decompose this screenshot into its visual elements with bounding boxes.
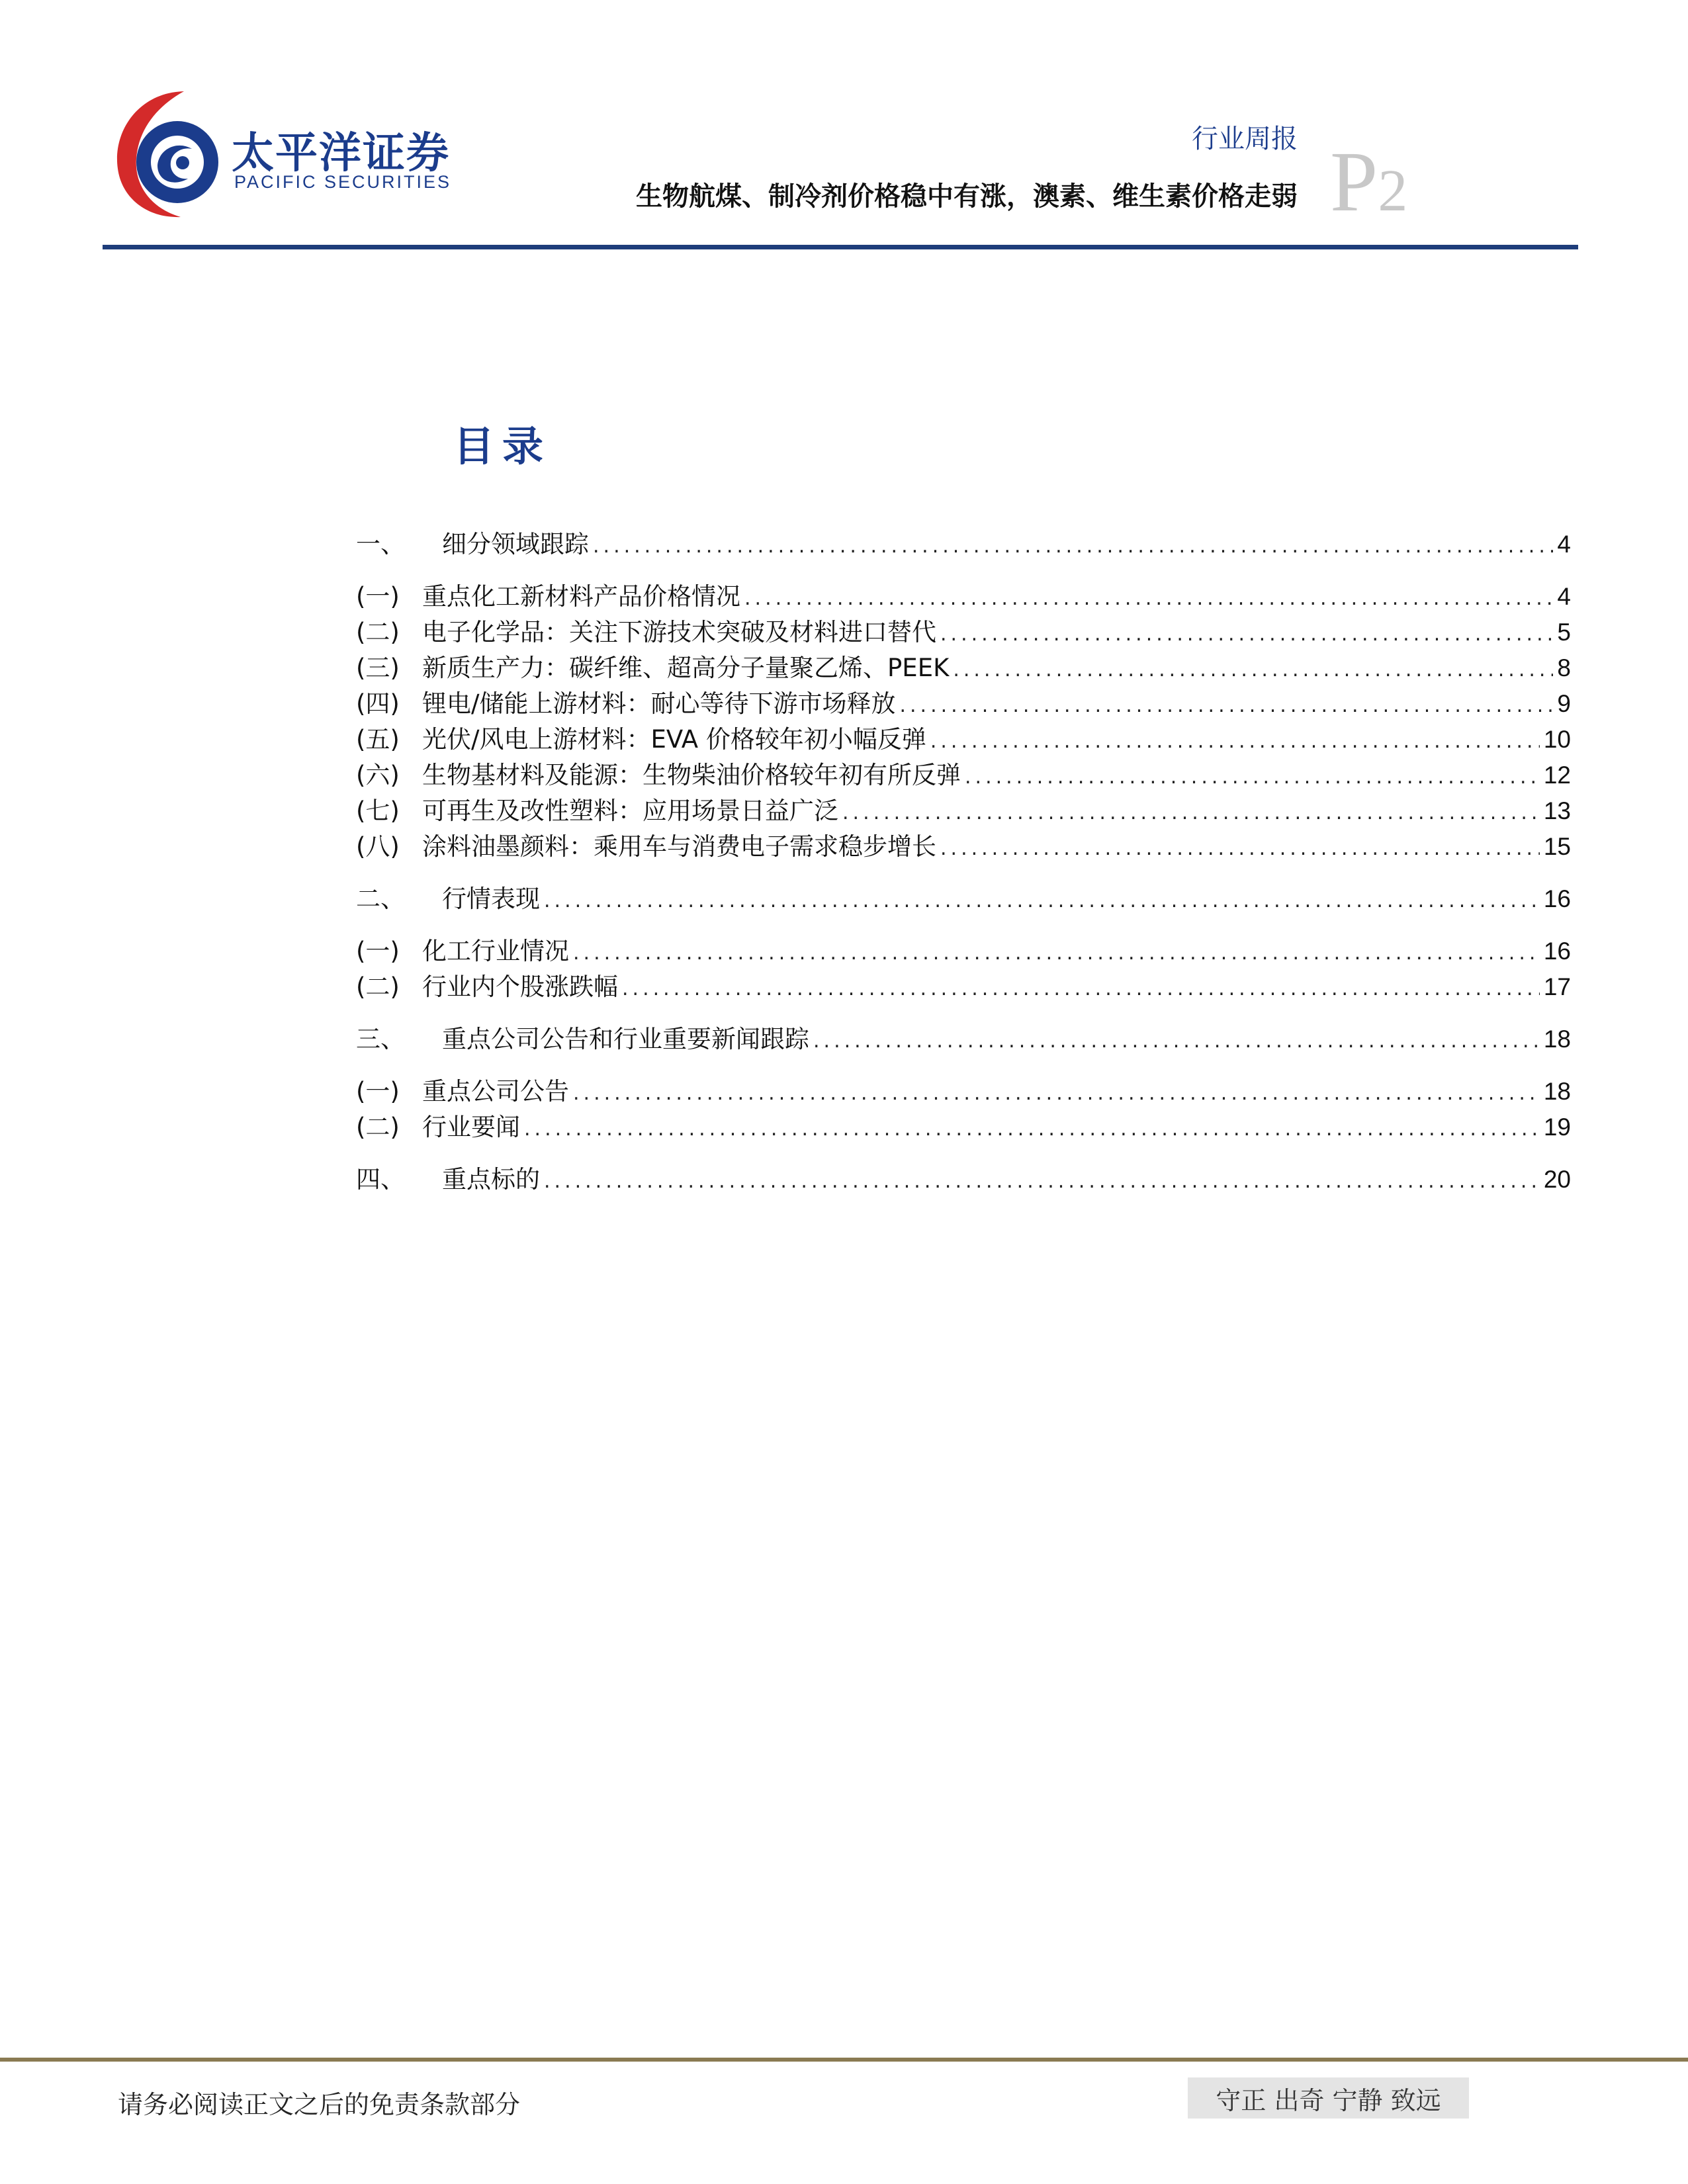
toc-entry[interactable] [356, 791, 1571, 825]
toc-entry-text: 可再生及改性塑料：应用场景日益广泛 [422, 797, 838, 825]
toc-entry-number: (一) [356, 1077, 400, 1106]
toc-entry[interactable] [356, 612, 1571, 646]
page-number-label [1330, 132, 1407, 232]
company-motto: 守正 出奇 宁静 致远 [1188, 2077, 1469, 2118]
toc-entry-page: 4 [1557, 583, 1571, 610]
toc-entry-text: 重点标的 [442, 1165, 540, 1194]
toc-leader-dots [930, 730, 1540, 753]
toc-entry-page: 20 [1543, 1166, 1571, 1193]
toc-entry-page: 17 [1543, 973, 1571, 1000]
toc-leader-dots [593, 535, 1553, 558]
toc-leader-dots [842, 801, 1540, 824]
toc-entry-number: 四、 [356, 1165, 405, 1194]
toc-entry[interactable] [356, 1019, 1571, 1053]
toc-entry-text: 生物基材料及能源：生物柴油价格较年初有所反弹 [422, 761, 961, 789]
toc-leader-dots [544, 889, 1540, 912]
toc-leader-dots [953, 658, 1553, 681]
toc-leader-dots [573, 1082, 1540, 1105]
toc-entry[interactable] [356, 1107, 1571, 1141]
toc-entry-page: 5 [1557, 619, 1571, 646]
toc-entry-page: 4 [1557, 531, 1571, 558]
toc-entry[interactable] [356, 826, 1571, 861]
toc-entry-number: (二) [356, 1113, 400, 1141]
toc-entry-number: (一) [356, 937, 400, 965]
page-letter: P [1330, 134, 1378, 230]
toc-leader-dots [744, 587, 1553, 610]
toc-entry-number: (七) [356, 797, 400, 825]
toc-entry-text: 电子化学品：关注下游技术突破及材料进口替代 [422, 618, 936, 646]
toc-entry-page: 10 [1543, 726, 1571, 753]
toc-entry[interactable] [356, 931, 1571, 965]
report-type: 行业周报 [1192, 124, 1298, 154]
toc-entry-text: 光伏/风电上游材料：EVA 价格较年初小幅反弹 [422, 725, 926, 754]
toc-entry-text: 锂电/储能上游材料：耐心等待下游市场释放 [422, 689, 896, 718]
toc-entry[interactable] [356, 879, 1571, 913]
toc-title: 目录 [453, 422, 552, 470]
header-divider [103, 245, 1578, 249]
toc-entry[interactable] [356, 719, 1571, 754]
toc-entry[interactable] [356, 1071, 1571, 1106]
toc-entry-page: 19 [1543, 1114, 1571, 1141]
toc-entry-page: 16 [1543, 938, 1571, 965]
toc-leader-dots [899, 694, 1553, 717]
toc-entry-text: 化工行业情况 [422, 937, 569, 965]
toc-entry-text: 细分领域跟踪 [442, 530, 589, 558]
toc-entry-text: 新质生产力：碳纤维、超高分子量聚乙烯、PEEK [422, 654, 950, 682]
toc-entry-text: 行业要闻 [422, 1113, 520, 1141]
toc-entry-number: (二) [356, 973, 400, 1001]
toc-entry[interactable] [356, 683, 1571, 718]
toc-entry-text: 重点公司公告和行业重要新闻跟踪 [442, 1025, 809, 1053]
toc-entry-text: 涂料油墨颜料：乘用车与消费电子需求稳步增长 [422, 832, 936, 861]
toc-entry-text: 重点公司公告 [422, 1077, 569, 1106]
company-logo [111, 86, 455, 225]
toc-entry[interactable] [356, 524, 1571, 558]
toc-entry-text: 行情表现 [442, 885, 540, 913]
toc-entry[interactable] [356, 648, 1571, 682]
toc-entry-page: 18 [1543, 1026, 1571, 1053]
report-title: 生物航煤、制冷剂价格稳中有涨，澳素、维生素价格走弱 [636, 181, 1298, 212]
logo-english-name: PACIFIC SECURITIES [234, 172, 452, 192]
footer-divider [0, 2058, 1688, 2062]
pacific-securities-logo-icon [111, 86, 230, 225]
disclaimer-notice: 请务必阅读正文之后的免责条款部分 [118, 2090, 521, 2119]
toc-entry-page: 16 [1543, 885, 1571, 912]
toc-leader-dots [940, 623, 1553, 646]
toc-leader-dots [813, 1029, 1540, 1053]
toc-entry[interactable] [356, 576, 1571, 611]
toc-entry-text: 行业内个股涨跌幅 [422, 973, 618, 1001]
toc-entry-number: (二) [356, 618, 400, 646]
toc-leader-dots [965, 765, 1540, 789]
toc-leader-dots [622, 977, 1540, 1000]
toc-entry-page: 8 [1557, 654, 1571, 681]
toc-leader-dots [544, 1170, 1540, 1193]
page-number: 2 [1378, 158, 1408, 224]
toc-entry-page: 15 [1543, 833, 1571, 860]
toc-entry-number: (八) [356, 832, 400, 861]
toc-entry[interactable] [356, 967, 1571, 1001]
toc-entry-number: 三、 [356, 1025, 405, 1053]
toc-entry-number: 二、 [356, 885, 405, 913]
toc-entry[interactable] [356, 1159, 1571, 1194]
toc-entry-page: 12 [1543, 762, 1571, 789]
toc-entry-number: (三) [356, 654, 400, 682]
toc-entry-number: 一、 [356, 530, 405, 558]
toc-entry-page: 13 [1543, 797, 1571, 824]
toc-entry-page: 18 [1543, 1078, 1571, 1105]
toc-entry-number: (六) [356, 761, 400, 789]
toc-entry-number: (四) [356, 689, 400, 718]
toc-entry[interactable] [356, 755, 1571, 789]
logo-chinese-name: 太平洋证券 [232, 129, 450, 178]
toc-entry-text: 重点化工新材料产品价格情况 [422, 582, 740, 611]
toc-leader-dots [940, 837, 1540, 860]
toc-leader-dots [524, 1117, 1540, 1141]
toc-entry-number: (一) [356, 582, 400, 611]
toc-entry-page: 9 [1557, 690, 1571, 717]
toc-leader-dots [573, 941, 1540, 965]
toc-entry-number: (五) [356, 725, 400, 754]
